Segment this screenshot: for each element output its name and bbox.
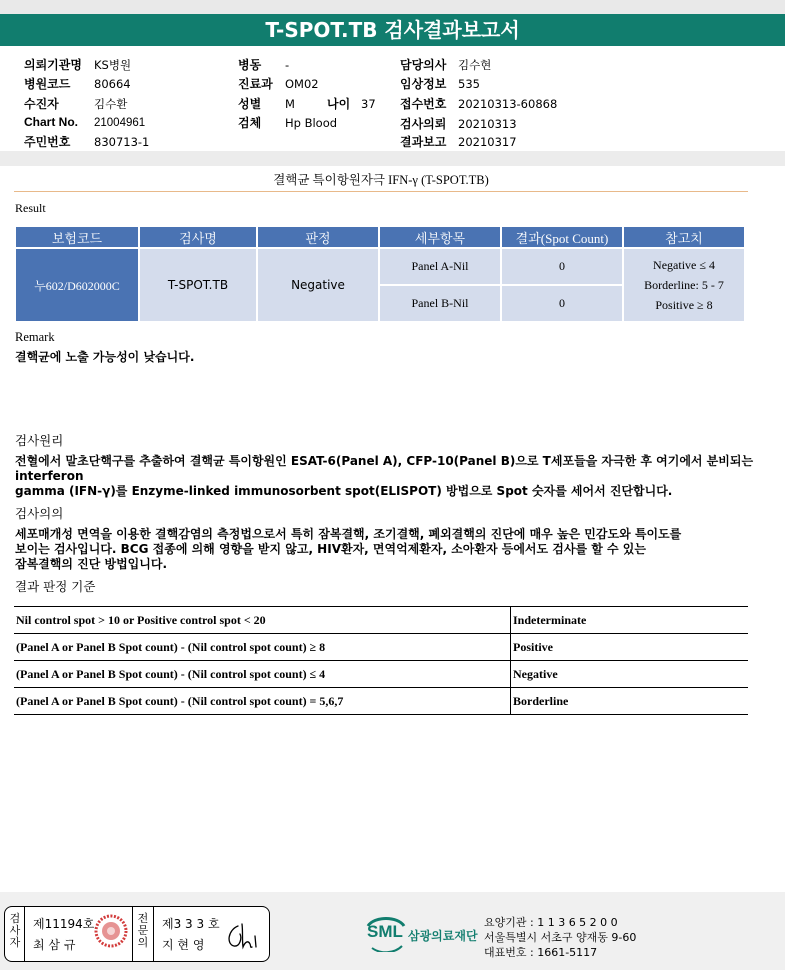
col-header-reference: 참고치 bbox=[624, 227, 744, 247]
specialist-label: 전문의 bbox=[137, 912, 149, 949]
sig-divider bbox=[24, 906, 25, 961]
report-title: T-SPOT.TB 검사결과보고서 bbox=[0, 14, 785, 46]
panel-a-result: 0 bbox=[502, 249, 622, 284]
examiner-label: 검사자 bbox=[9, 912, 21, 949]
principle-label: 검사원리 bbox=[15, 433, 64, 448]
criteria-table bbox=[14, 606, 748, 715]
header-age: 나이 37 bbox=[327, 97, 376, 111]
header-doctor: 담당의사 김수현 bbox=[400, 58, 492, 72]
criteria-result: Borderline bbox=[511, 688, 749, 715]
examiner-number: 제11194호 bbox=[33, 917, 95, 931]
criteria-condition: Nil control spot > 10 or Positive control spot < 20 bbox=[14, 607, 511, 634]
judgement-value: Negative bbox=[258, 249, 378, 321]
significance-text-1: 세포매개성 면역을 이용한 결핵감염의 측정법으로서 특히 잠복결핵, 조기결핵, 폐외결핵의 진단에 매우 높은 민감도와 특이도를 bbox=[15, 527, 682, 541]
criteria-result: Negative bbox=[511, 661, 749, 688]
divider-strip bbox=[0, 151, 785, 166]
reference-range bbox=[624, 249, 744, 321]
criteria-row bbox=[14, 688, 748, 715]
col-header-code: 보험코드 bbox=[16, 227, 138, 247]
header-request-date: 검사의뢰 20210313 bbox=[400, 117, 517, 131]
org-address: 서울특별시 서초구 양재동 9-60 bbox=[484, 931, 637, 944]
criteria-row bbox=[14, 607, 748, 634]
significance-label: 검사의의 bbox=[15, 506, 64, 521]
examiner-name: 최 삼 규 bbox=[33, 938, 76, 952]
reference-borderline: Borderline: 5 - 7 bbox=[644, 278, 724, 292]
result-label: Result bbox=[15, 201, 46, 215]
significance-text-2: 보이는 검사입니다. BCG 접종에 의해 영향을 받지 않고, HIV환자, 면역억제환자, 소아환자 등에서도 검사를 할 수 있는 bbox=[15, 542, 646, 556]
header-patient-name: 수진자 김수환 bbox=[24, 97, 128, 111]
col-header-judgement: 판정 bbox=[258, 227, 378, 247]
remark-text: 결핵균에 노출 가능성이 낮습니다. bbox=[15, 350, 195, 364]
header-hospital-code: 병원코드 80664 bbox=[24, 77, 131, 91]
header-receipt-no: 접수번호 20210313-60868 bbox=[400, 97, 558, 111]
criteria-result: Positive bbox=[511, 634, 749, 661]
result-row bbox=[16, 249, 744, 284]
test-subtitle: 결핵균 특이항원자극 IFN-γ (T-SPOT.TB) bbox=[273, 173, 489, 187]
header-ward: 병동 - bbox=[238, 58, 290, 72]
specialist-signature-icon bbox=[224, 920, 262, 952]
criteria-condition: (Panel A or Panel B Spot count) - (Nil control spot count) ≤ 4 bbox=[14, 661, 511, 688]
examiner-seal-icon bbox=[94, 914, 128, 948]
header-hospital-name: 의뢰기관명 KS병원 bbox=[24, 58, 132, 72]
result-header-row bbox=[16, 227, 744, 247]
subtitle-underline bbox=[14, 191, 748, 192]
header-department: 진료과 OM02 bbox=[238, 77, 319, 91]
principle-text-2: gamma (IFN-γ)를 Enzyme-linked immunosorbent spot(ELISPOT) 방법으로 Spot 숫자를 세어서 진단합니다. bbox=[15, 484, 673, 498]
panel-b-result: 0 bbox=[502, 286, 622, 321]
specialist-name: 지 현 영 bbox=[162, 938, 205, 952]
criteria-result: Indeterminate bbox=[511, 607, 749, 634]
sig-divider bbox=[132, 906, 133, 961]
panel-a-item: Panel A-Nil bbox=[380, 249, 500, 284]
criteria-label: 결과 판정 기준 bbox=[15, 579, 96, 594]
header-chart-no: Chart No. 21004961 bbox=[24, 115, 146, 129]
remark-label: Remark bbox=[15, 330, 55, 344]
criteria-row bbox=[14, 661, 748, 688]
header-report-date: 결과보고 20210317 bbox=[400, 135, 517, 149]
col-header-test: 검사명 bbox=[140, 227, 256, 247]
header-resident-no: 주민번호 830713-1 bbox=[24, 135, 150, 149]
top-band bbox=[0, 0, 785, 14]
specialist-number: 제3 3 3 호 bbox=[162, 917, 220, 931]
header-clinical-info: 임상정보 535 bbox=[400, 77, 480, 91]
header-sex: 성별 M bbox=[238, 97, 295, 111]
insurance-code: 누602/D602000C bbox=[16, 249, 138, 321]
header-specimen: 검체 Hp Blood bbox=[238, 116, 338, 130]
panel-b-item: Panel B-Nil bbox=[380, 286, 500, 321]
principle-text-1: 전혈에서 말초단핵구를 추출하여 결핵균 특이항원인 ESAT-6(Panel A), CFP-10(Panel B)으로 T세포들을 자극한 후 여기에서 분비되는 interferon bbox=[15, 454, 754, 483]
criteria-condition: (Panel A or Panel B Spot count) - (Nil control spot count) ≥ 8 bbox=[14, 634, 511, 661]
org-name: 삼광의료재단 bbox=[408, 929, 478, 943]
col-header-item: 세부항목 bbox=[380, 227, 500, 247]
result-table bbox=[14, 225, 746, 323]
reference-positive: Positive ≥ 8 bbox=[655, 298, 713, 312]
institution-code: 요양기관 : 1 1 3 6 5 2 0 0 bbox=[484, 916, 618, 929]
test-name: T-SPOT.TB bbox=[140, 249, 256, 321]
sml-logo-text: SML bbox=[367, 922, 403, 941]
criteria-condition: (Panel A or Panel B Spot count) - (Nil control spot count) = 5,6,7 bbox=[14, 688, 511, 715]
criteria-row bbox=[14, 634, 748, 661]
sig-divider bbox=[153, 906, 154, 961]
significance-text-3: 잠복결핵의 진단 방법입니다. bbox=[15, 557, 168, 571]
col-header-result: 결과(Spot Count) bbox=[502, 227, 622, 247]
reference-negative: Negative ≤ 4 bbox=[653, 258, 715, 272]
org-phone: 대표번호 : 1661-5117 bbox=[484, 946, 598, 959]
